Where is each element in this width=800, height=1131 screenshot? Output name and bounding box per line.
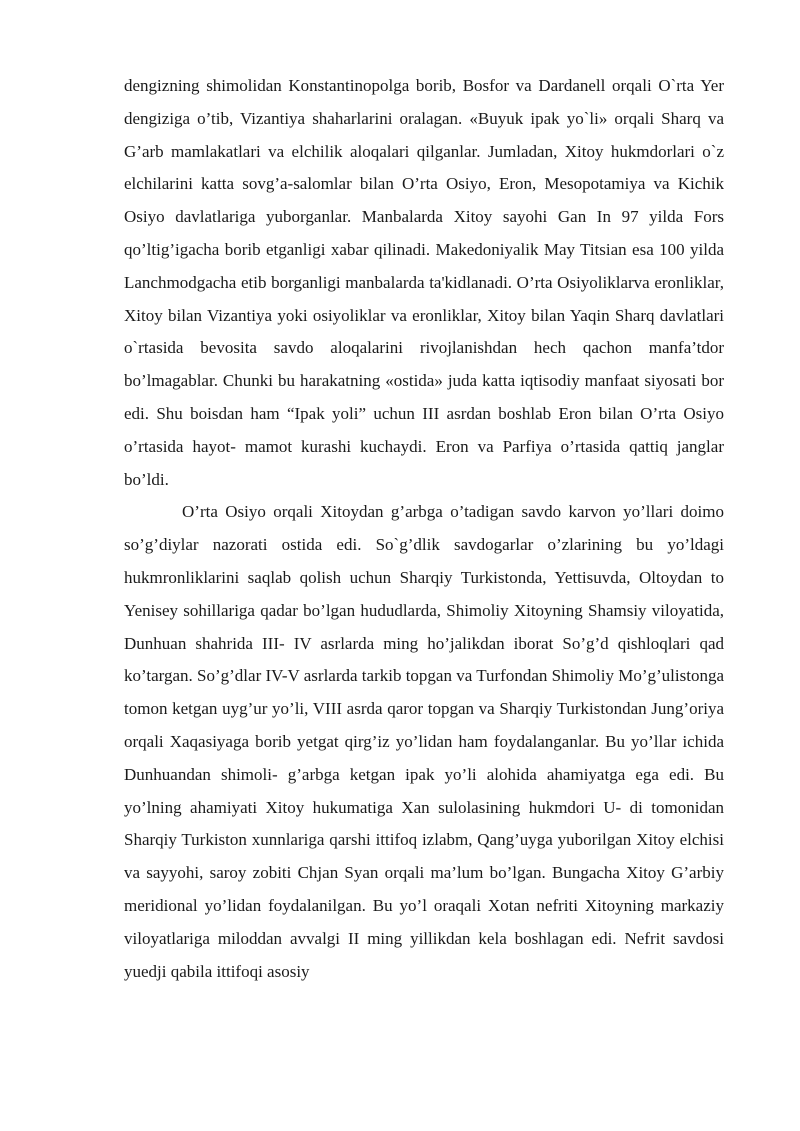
document-page xyxy=(124,70,724,988)
paragraph-1: dengizning shimolidan Konstantinopolga borib, Bosfor va Dardanell orqali O`rta Yer dengiziga o’tib, Vizantiya shaharlarini oralagan. «Buyuk ipak yo`li» orqali Sharq va G’arb mamlakatlari va elchilik aloqalari qilganlar. Jumladan, Xitoy hukmdorlari o`z elchilarini katta sovg’a-salomlar bilan O’rta Osiyo, Eron, Mesopotamiya va Kichik Osiyo davlatlariga yuborganlar. Manbalarda Xitoy sayohi Gan In 97 yilda Fors qo’ltig’igacha borib etganligi xabar qilinadi. Makedoniyalik May Titsian esa 100 yilda Lanchmodgacha etib borganligi manbalarda ta'kidlanadi. O’rta Osiyoliklarva eronliklar, Xitoy bilan Vizantiya yoki osiyoliklar va eronliklar, Xitoy bilan Yaqin Sharq davlatlari o`rtasida bevosita savdo aloqalarini rivojlanishdan hech qachon manfa’tdor bo’lmagablar. Chunki bu harakatning «ostida» juda katta iqtisodiy manfaat siyosati bor edi. Shu boisdan ham “Ipak yoli” uchun III asrdan boshlab Eron bilan O’rta Osiyo o’rtasida hayot- mamot kurashi kuchaydi. Eron va Parfiya o’rtasida qattiq janglar bo’ldi. xyxy=(124,76,724,489)
paragraph-2: O’rta Osiyo orqali Xitoydan g’arbga o’tadigan savdo karvon yo’llari doimo so’g’diylar nazorati ostida edi. So`g’dlik savdogarlar o’zlarining bu yo’ldagi hukmronliklarini saqlab qolish uchun Sharqiy Turkistonda, Yettisuvda, Oltoydan to Yenisey sohillariga qadar bo’lgan hududlarda, Shimoliy Xitoyning Shamsiy viloyatida, Dunhuan shahrida III- IV asrlarda ming ho’jalikdan iborat So’g’d qishloqlari qad ko’targan. So’g’dlar IV-V asrlarda tarkib topgan va Turfondan Shimoliy Mo’g’ulistonga tomon ketgan uyg’ur yo’li, VIII asrda qaror topgan va Sharqiy Turkistondan Jung’oriya orqali Xaqasiyaga borib yetgat qirg’iz yo’lidan ham foydalanganlar. Bu yo’llar ichida Dunhuandan shimoli- g’arbga ketgan ipak yo’li alohida ahamiyatga ega edi. Bu yo’lning ahamiyati Xitoy hukumatiga Xan sulolasining hukmdori U- di tomonidan Sharqiy Turkiston xunnlariga qarshi ittifoq izlabm, Qang’uyga yuborilgan Xitoy elchisi va sayyohi, saroy zobiti Chjan Syan orqali ma’lum bo’lgan. Bungacha Xitoy G’arbiy meridional yo’lidan foydalanilgan. Bu yo’l oraqali Xotan nefriti Xitoyning markaziy viloyatlariga miloddan avvalgi II ming yillikdan kela boshlagan edi. Nefrit savdosi yuedji qabila ittifoqi asosiy xyxy=(124,502,724,981)
